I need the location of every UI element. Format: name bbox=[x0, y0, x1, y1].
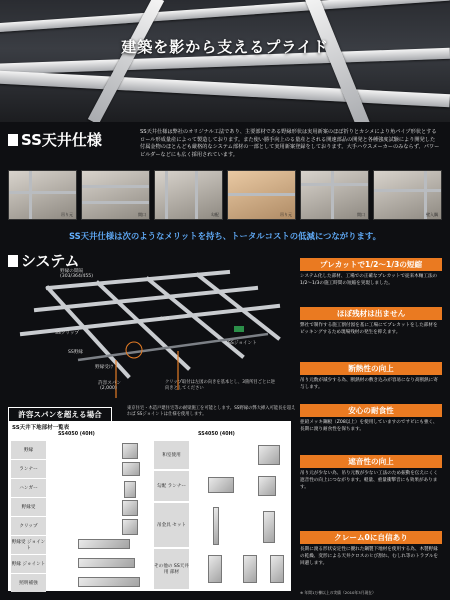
ceiling-beam bbox=[0, 70, 450, 108]
part-image bbox=[213, 507, 219, 545]
part-image bbox=[270, 555, 284, 583]
part-image bbox=[208, 477, 234, 493]
span-box-title: 許容スパンを超える場合 bbox=[8, 407, 112, 423]
part-image bbox=[122, 519, 138, 535]
row-label: クリップ bbox=[11, 517, 46, 535]
row-label-right: 吊金具 セット bbox=[154, 503, 189, 547]
photo-caption: 開口 bbox=[357, 212, 365, 217]
diagram-label-clip: SSクリップ bbox=[55, 331, 80, 336]
col-header-left: SS4050 (40H) bbox=[58, 432, 95, 437]
diagram-label-spacing-value: (303/364/455) bbox=[60, 274, 93, 279]
benefit-heading: 遮音性の向上 bbox=[300, 455, 442, 468]
benefit-panel bbox=[300, 531, 442, 568]
system-heading-text: システム bbox=[21, 252, 80, 270]
part-image bbox=[243, 555, 257, 583]
benefit-heading: 安心の耐食性 bbox=[300, 404, 442, 417]
row-label: ハンガー bbox=[11, 479, 46, 497]
row-label: 野縁 ジョイント bbox=[11, 555, 46, 573]
part-image bbox=[78, 577, 140, 587]
row-label: 野縁受 bbox=[11, 498, 46, 516]
diagram-label-noenuke: 野縁受け bbox=[95, 365, 114, 370]
photo-caption: 壁入隅 bbox=[426, 212, 438, 217]
ceiling-photo bbox=[154, 170, 223, 220]
diagram-label-spacing: 野縁の間隔 bbox=[60, 269, 83, 274]
benefit-text: 吊り元数が減少する為、断熱材の敷き込みが容易になり高断熱に寄与します。 bbox=[300, 378, 438, 390]
part-image bbox=[258, 445, 280, 465]
ceiling-beam bbox=[0, 0, 450, 33]
diagram-label-dim: 900 bbox=[160, 317, 169, 322]
ceiling-photo bbox=[8, 170, 77, 220]
part-image bbox=[122, 462, 140, 476]
ceiling-photo bbox=[373, 170, 442, 220]
clip-note: クリップ取付は左図の向きを基本とし、3箇所目ごとに逆向きとしてください bbox=[165, 380, 275, 391]
square-bullet-icon bbox=[8, 134, 18, 146]
diagram-label-joint: SSジョイント bbox=[228, 341, 257, 346]
benefit-panel bbox=[300, 307, 442, 337]
benefit-panel bbox=[300, 455, 442, 492]
photo-strip bbox=[8, 170, 442, 220]
span-note: 東京住宅・木造戸建住宅等の耐梁施工を可能とします。SS野縁の弊大挿入可能長を超えれば SSジョイントは仕様を使用します。 bbox=[127, 406, 296, 418]
row-label: 野縁 bbox=[11, 441, 46, 459]
ss-description: SS天井仕様は弊社のオリジナル工法であり、主要部材である野縁形状は実用新案のほぼ折りとカシメにより角パイプ形状とするロール形成量産によって製造しております。また使い勝手向上のる量産とされる開速部品の開発と各種強度試験により開発した付属金物のほとんども厳格的なシステム部材の一部として実用新案登録をしております。大手ハウスメーカーのみならず、パワービルダーなどにも広く採用されています。 bbox=[140, 129, 440, 158]
benefit-text: 弊社で制作する施工割付図を基に工場にてプレカットをした部材をピッキングするため現場残材の発生を抑えます。 bbox=[300, 323, 438, 335]
benefit-heading: クレーム0に自信あり bbox=[300, 531, 442, 544]
parts-table bbox=[8, 421, 291, 591]
benefit-heading: 断熱性の向上 bbox=[300, 362, 442, 375]
diagram-label-span-value: (2,000) bbox=[100, 386, 117, 391]
parts-table-title: SS天井下地部材一覧表 bbox=[12, 425, 70, 431]
ceiling-photo bbox=[81, 170, 150, 220]
benefit-text: システム化した部材、工場での正確なプレカットで従来木軸工法の1/2～1/3の施工時間の短縮を実現しました。 bbox=[300, 274, 438, 286]
part-image bbox=[122, 443, 138, 459]
row-label: 照明補強 bbox=[11, 574, 46, 592]
part-image bbox=[124, 481, 136, 498]
benefit-panel bbox=[300, 404, 442, 434]
benefit-text: 亜鉛メッキ鋼板（Z08以上）を使用していますのでサビにも強く、長期に渡り耐食性を保ちます。 bbox=[300, 420, 438, 432]
part-image bbox=[258, 476, 276, 496]
hero-title: 建築を影から支えるプライド bbox=[121, 38, 329, 56]
photo-caption: 吊り元 bbox=[280, 212, 292, 217]
ceiling-photo bbox=[300, 170, 369, 220]
ss-heading-text: SS天井仕様 bbox=[21, 131, 102, 149]
diagram-label-span: 許容スパン bbox=[98, 381, 121, 386]
row-label: 野縁受 ジョイント bbox=[11, 536, 46, 554]
photo-caption: 開口 bbox=[138, 212, 146, 217]
hero-banner bbox=[0, 0, 450, 122]
footnote: ※ 年間1万棟以上の実績（2010年3月現在） bbox=[300, 590, 376, 595]
benefit-panel bbox=[300, 258, 442, 288]
row-label-right: 和室使用 bbox=[154, 441, 189, 469]
col-header-right: SS4050 (40H) bbox=[198, 432, 235, 437]
ss-section-heading bbox=[8, 129, 102, 150]
part-image bbox=[78, 539, 130, 549]
benefit-heading: プレカットで1/2～1/3の短縮 bbox=[300, 258, 442, 271]
part-image bbox=[122, 500, 138, 516]
part-image bbox=[78, 558, 135, 568]
row-label: ランナー bbox=[11, 460, 46, 478]
part-image bbox=[263, 511, 275, 543]
part-image bbox=[208, 555, 222, 583]
merit-line: SS天井仕様は次のようなメリットを持ち、トータルコストの低減につながります。 bbox=[68, 231, 381, 241]
square-bullet-icon bbox=[8, 255, 18, 267]
photo-caption: 勾配 bbox=[211, 212, 219, 217]
row-label-right: 勾配 ランナー bbox=[154, 471, 189, 501]
ceiling-photo bbox=[227, 170, 296, 220]
benefit-heading: ほぼ残材は出ません bbox=[300, 307, 442, 320]
benefit-panel bbox=[300, 362, 442, 392]
benefit-text: 長期に渡る形状安定性に優れた鋼製下地材を使用する為、木製野縁の乾燥、変形による天井クロスのヒび割れ、むしれ等のトラブルを回避します。 bbox=[300, 547, 438, 566]
diagram-label-noen: SS野縁 bbox=[68, 350, 84, 355]
row-label-right: その他の SS天井用 部材 bbox=[154, 549, 189, 589]
photo-caption: 吊り元 bbox=[61, 212, 73, 217]
benefit-text: 吊り元が少ない為、吊り元数が少ない工法のため振動を伝えにくく遮音性の向上につながります。軽量、重量衝撃音にも効果があります。 bbox=[300, 471, 438, 490]
